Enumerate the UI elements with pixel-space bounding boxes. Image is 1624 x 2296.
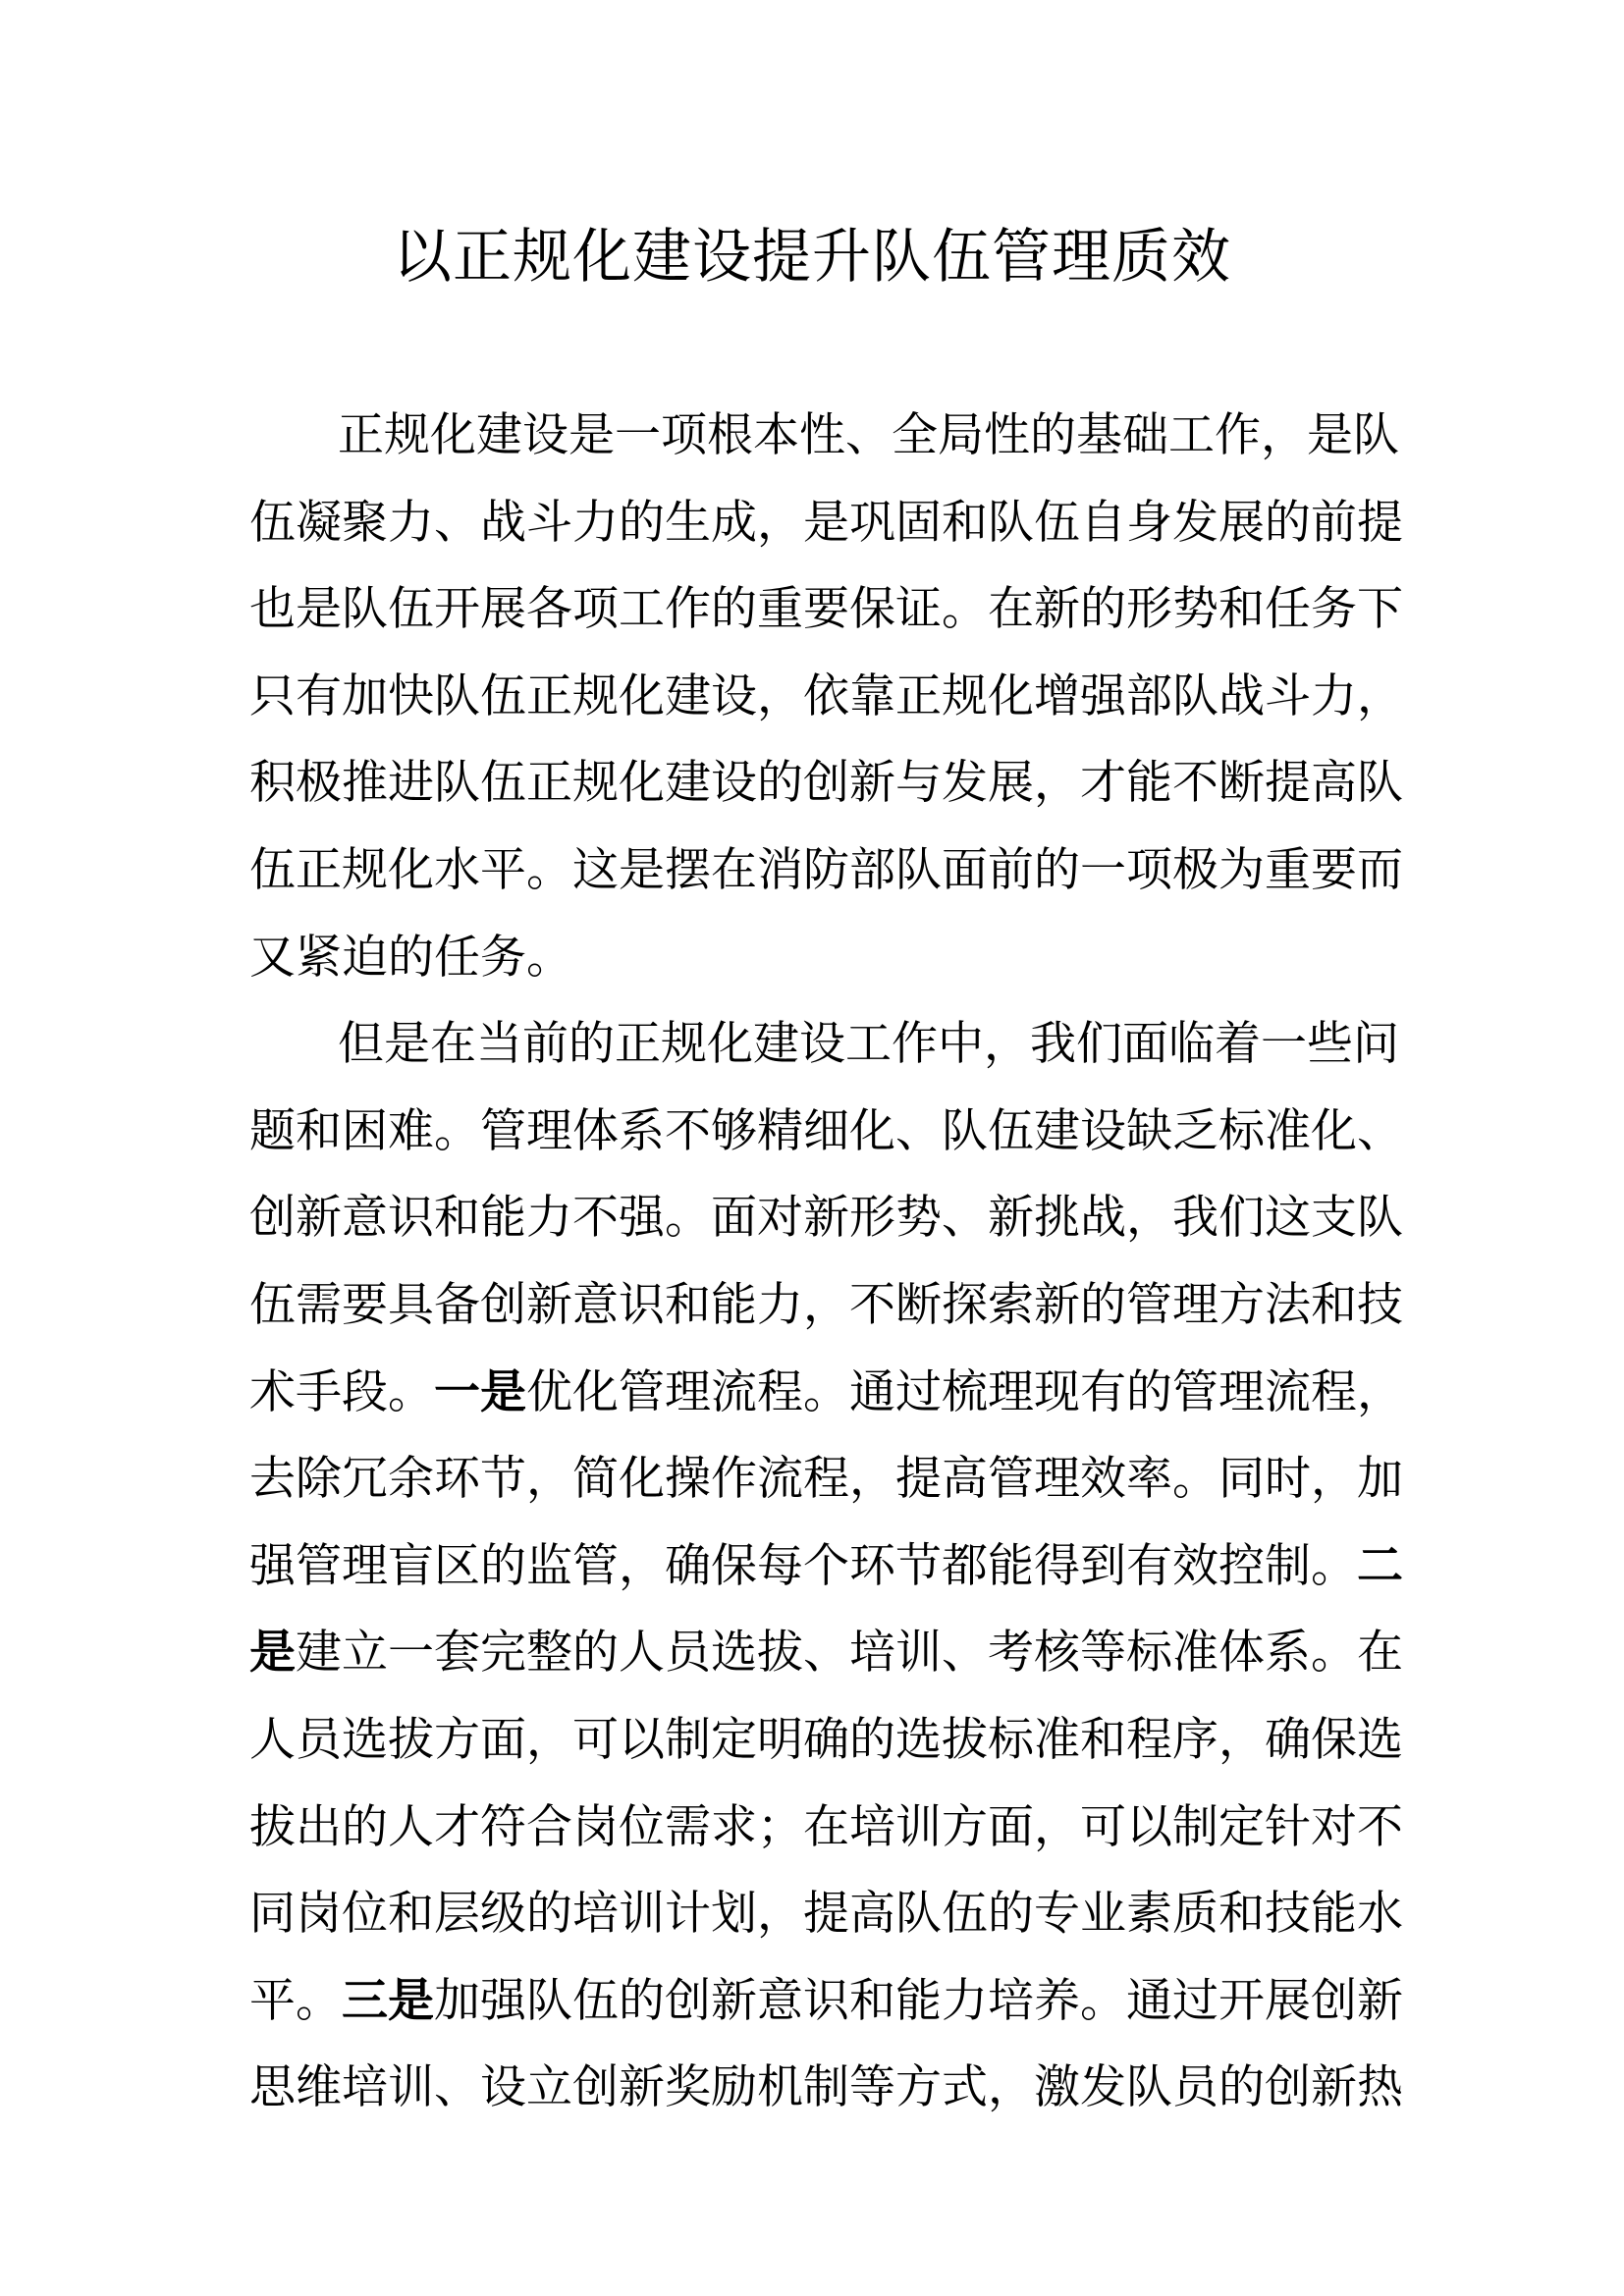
emphasis-text: 二: [1357, 1538, 1403, 1593]
page-title: 以正规化建设提升队伍管理质效: [393, 223, 1231, 292]
text-line: [249, 828, 1403, 915]
text-segment: 又紧迫的任务。: [249, 930, 572, 985]
text-segment: 题和困难。管理体系不够精细化、队伍建设缺乏标准化、: [249, 1103, 1403, 1158]
text-line: [249, 740, 1403, 828]
text-segment: 但是在当前的正规化建设工作中，我们面临着一些问: [338, 1017, 1399, 1072]
text-segment: 也是队伍开展各项工作的重要保证。在新的形势和任务下: [249, 582, 1403, 637]
text-line: [249, 1262, 1403, 1350]
text-segment: 优化管理流程。通过梳理现有的管理流程，: [526, 1364, 1403, 1419]
text-line: [249, 654, 1403, 741]
text-segment: 术手段。: [249, 1364, 434, 1419]
text-line: [249, 1523, 1403, 1611]
text-segment: 平。: [249, 1973, 342, 2028]
text-segment: 建立一套完整的人员选拔、培训、考核等标准体系。在: [296, 1626, 1403, 1681]
text-line: [249, 566, 1403, 654]
text-segment: 正规化建设是一项根本性、全局性的基础工作，是队: [338, 408, 1399, 462]
document-body: [249, 393, 1403, 2132]
text-line: [249, 1175, 1403, 1262]
text-line: [249, 393, 1399, 480]
emphasis-text: 是: [249, 1626, 296, 1681]
text-segment: 伍需要具备创新意识和能力，不断探索新的管理方法和技: [249, 1277, 1403, 1332]
text-line: [249, 1610, 1403, 1697]
text-segment: 积极推进队伍正规化建设的创新与发展，才能不断提高队: [249, 756, 1403, 811]
text-segment: 思维培训、设立创新奖励机制等方式，激发队员的创新热: [249, 2060, 1403, 2115]
text-segment: 强管理盲区的监管，确保每个环节都能得到有效控制。: [249, 1538, 1357, 1593]
text-segment: 创新意识和能力不强。面对新形势、新挑战，我们这支队: [249, 1191, 1403, 1246]
text-segment: 去除冗余环节，简化操作流程，提高管理效率。同时，加: [249, 1452, 1403, 1507]
text-line: [249, 1785, 1403, 1872]
text-segment: 人员选拔方面，可以制定明确的选拔标准和程序，确保选: [249, 1712, 1403, 1767]
text-segment: 只有加快队伍正规化建设，依靠正规化增强部队战斗力，: [249, 668, 1403, 723]
text-segment: 伍凝聚力、战斗力的生成，是巩固和队伍自身发展的前提: [249, 495, 1403, 550]
text-line: [249, 1958, 1403, 2046]
text-segment: 加强队伍的创新意识和能力培养。通过开展创新: [434, 1973, 1403, 2028]
text-line: [249, 1697, 1403, 1785]
text-segment: 伍正规化水平。这是摆在消防部队面前的一项极为重要而: [249, 842, 1403, 897]
text-line: [249, 1436, 1403, 1523]
emphasis-text: 一是: [434, 1364, 526, 1419]
text-line: [249, 915, 1383, 1002]
emphasis-text: 三是: [342, 1973, 434, 2028]
text-line: [249, 2045, 1403, 2132]
text-segment: 拔出的人才符合岗位需求；在培训方面，可以制定针对不: [249, 1799, 1403, 1854]
text-line: [249, 480, 1403, 567]
text-line: [249, 1001, 1399, 1089]
text-line: [249, 1089, 1403, 1176]
text-line: [249, 1350, 1403, 1437]
text-segment: 同岗位和层级的培训计划，提高队伍的专业素质和技能水: [249, 1887, 1403, 1942]
text-line: [249, 1871, 1403, 1958]
